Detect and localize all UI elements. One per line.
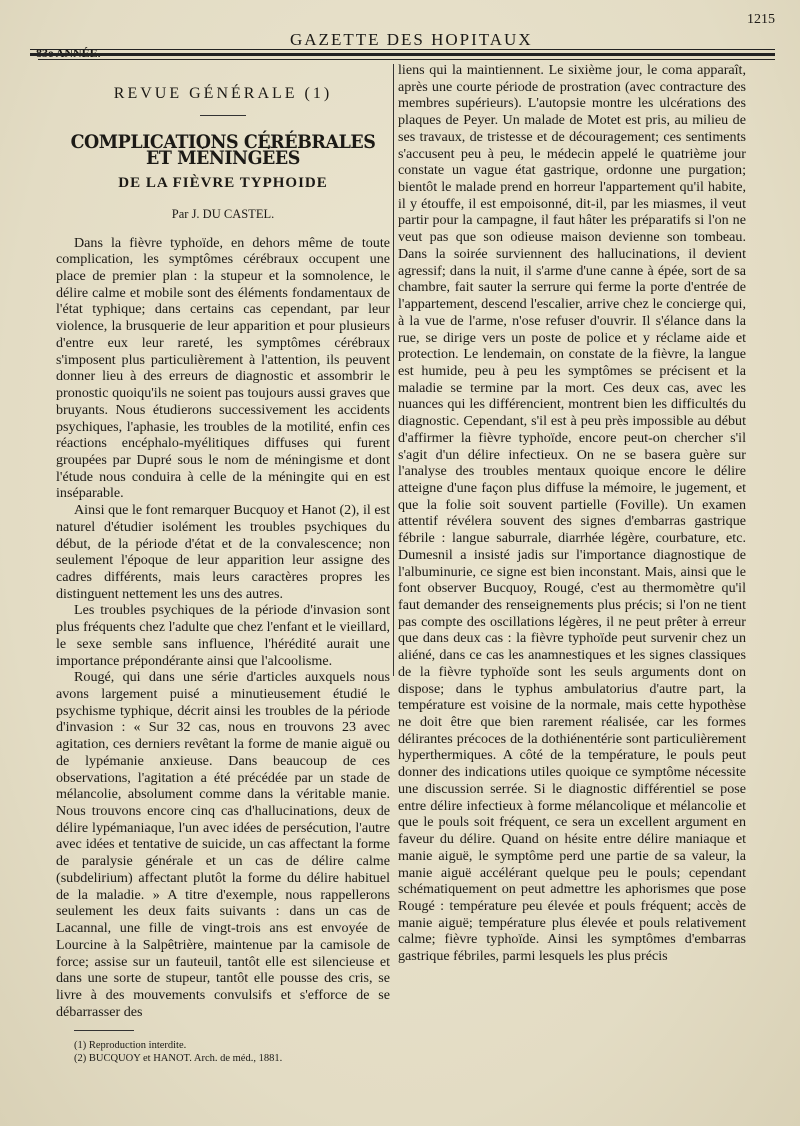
paragraph: Ainsi que le font remarquer Bucquoy et Hanot (2), il est naturel d'étudier isolément les troubles psychiques du début, de la période d'état et de la convalescence; non seulement l'époque de leur apparition leur assigne des cadres différents, mais leurs caractères propres les distinguent nettement les uns des autres. [56,502,390,602]
footnote: (2) BUCQUOY et HANOT. Arch. de méd., 1881. [74,1053,283,1065]
header-rule-bottom [38,59,775,60]
title-separator [200,115,246,116]
right-column [398,62,746,965]
article-title: COMPLICATIONS CÉRÉBRALES ET MÉNINGÉES [70,130,376,170]
footnote-separator [74,1030,134,1031]
paragraph: Dans la fièvre typhoïde, en dehors même de toute complication, les symptômes cérébraux occupent une place de premier plan : la stupeur et la somnolence, le délire calme et mobile sont des éléments fondamentaux de l'état typhique; dans certains cas cependant, par leur violence, la brusquerie de leur apparition et pour plusieurs d'entre eux leur rareté, les symptômes cérébraux s'imposent plus particulièrement à l'attention, ils peuvent donner lieu à des erreurs de diagnostic et assombrir le pronostic quoiqu'ils ne soient pas toujours aussi graves que bruyants. Nous étudierons successivement les accidents psychiques, l'aphasie, les troubles de la motilité, enfin ces réactions encéphalo-myélitiques diffuses qui furent groupées par Dupré sous le nom de méningisme et dont l'étude nous conduira à celle de la méningite qui en est inséparable. [56,234,390,502]
paragraph: Les troubles psychiques de la période d'invasion sont plus fréquents chez l'adulte que chez l'enfant et le vieillard, le sexe semble sans influence, l'hérédité aurait une importance prépondérante ainsi que l'alcoolisme. [56,602,390,669]
header-rule-thick [30,53,775,56]
article-subtitle: DE LA FIÈVRE TYPHOIDE [118,175,328,192]
paragraph: liens qui la maintiennent. Le sixième jour, le coma apparaît, après une courte période de prostration (avec contracture des membres supérieurs). L'autopsie montre les ulcérations des plaques de Peyer. Un malade de Motet est pris, au milieu de ses travaux, de tristesse et de découragement; ces sentiments s'accusent peu à peu, le médecin appelé le quatrième jour constate un vague état gastrique, ordonne une purgation; bientôt le malade prend en horreur l'appartement qu'il habite, il y étouffe, il est empoisonné, dit-il, par les miasmes, il veut partir pour la campagne, il faut hâter les préparatifs si l'on ne veut pas que son odieuse maison devienne son tombeau. Dans la soirée surviennent des hallucinations, il devient agressif; dans la nuit, il s'arme d'une canne à épée, sort de sa chambre, fait sauter la serrure qui ferme la porte d'entrée de l'appartement, descend l'escalier, arrive chez le concierge qui, à la vue de l'arme, n'ose refuser d'ouvrir. Il s'élance dans la rue, se dirige vers un poste de police et y réclame aide et protection. Le lendemain, on constate de la fièvre, la langue est humide, peu à peu les symptômes se précisent et la maladie se termine par la mort. Ces deux cas, avec les nuances qui les différencient, montrent bien les difficultés du diagnostic. Cependant, s'il est à peu près impossible au début d'affirmer la fièvre typhoïde, encore peut-on chercher s'il s'agit d'un délire infectieux. On ne se basera guère sur l'analyse des troubles mentaux quoique encore le délire atteigne d'une façon plus diffuse la mémoire, le jugement, et que la folie soit souvent partielle (Foville). Un examen attentif révélera souvent des signes d'embarras gastrique fébrile : langue saburrale, diarrhée légère, courbature, etc. Dumesnil a insisté jadis sur l'importance diagnostique de l'albuminurie, ce signe est bien inconstant. Mais, ainsi que le font observer Bucquoy, Rougé, c'est au thermomètre qu'il faut demander des renseignements plus précis; si l'on ne tient pas compte des oscillations légères, il ne peut prêter à erreur que dans deux cas : la fièvre typhoïde peut survenir chez un aliéné, dans ce cas les anamnestiques et les signes classiques de la fièvre typhoïde sont les seuls arguments dont on dispose; dans le typhus ambulatorius d'autre part, la température est voisine de la normale, mais cette hypothèse ne doit être que bien rarement réalisée, car les formes délirantes précoces de la dothiénentérie sont particulièrement hyperthermiques. A côté de la température, le pouls peut donner des indications utiles quoique ce symptôme nécessite une discussion serrée. Si le diagnostic différentiel se pose entre délire infectieux à forme mélancolique et mélancolie et que le pouls soit fréquent, ce sera un excellent argument en faveur du délire. Quand on hésite entre délire maniaque et manie aiguë, le symptôme perd une partie de sa valeur, la manie aiguë accélérant quelque peu le pouls; cependant schématiquement on peut admettre les aphorismes que pose Rougé : température peu élevée et pouls fréquent; accès de manie aiguë; température plus élevée et pouls relativement calme; fièvre typhoïde. Ainsi les symptômes d'embarras gastrique fébriles, parmi lesquels les plus précis [398,62,746,965]
paragraph: Rougé, qui dans une série d'articles auxquels nous avons largement puisé a minutieusement étudié le psychisme typhique, décrit ainsi les troubles de la période d'invasion : « Sur 32 cas, nous en trouvons 23 avec agitation, ces derniers revêtant la forme de manie aiguë ou de lypémanie anxieuse. Dans beaucoup de ces observations, l'agitation a été précédée par un stade de mélancolie, absolument comme dans la véritable manie. Nous trouvons encore cinq cas d'hallucinations, deux de délire lypémaniaque, l'un avec idées de persécution, l'autre avec idées et tentative de suicide, un cas affectant la forme de paralysie générale et un cas de délire calme (subdelirium) affectant plutôt la forme du délire habituel de la maladie. » A titre d'exemple, nous rappellerons seulement les deux faits suivants : dans un cas de Lacannal, une fille de vingt-trois ans est envoyée de Lourcine à la Salpêtrière, maintenue par la camisole de force; assise sur un fauteuil, tantôt elle est silencieuse et dans une sorte de stupeur, tantôt elle pousse des cris, se livre à des mouvements convulsifs et s'efforce de se débarrasser des [56,669,390,1020]
left-column [56,62,390,1065]
column-divider [393,64,394,676]
page-number: 1215 [747,12,775,27]
section-title: REVUE GÉNÉRALE (1) [113,85,333,102]
header-rule-top [30,49,775,50]
journal-title: GAZETTE DES HOPITAUX [290,30,533,49]
footnote: (1) Reproduction interdite. [74,1040,187,1052]
byline: Par J. DU CASTEL. [171,206,275,221]
